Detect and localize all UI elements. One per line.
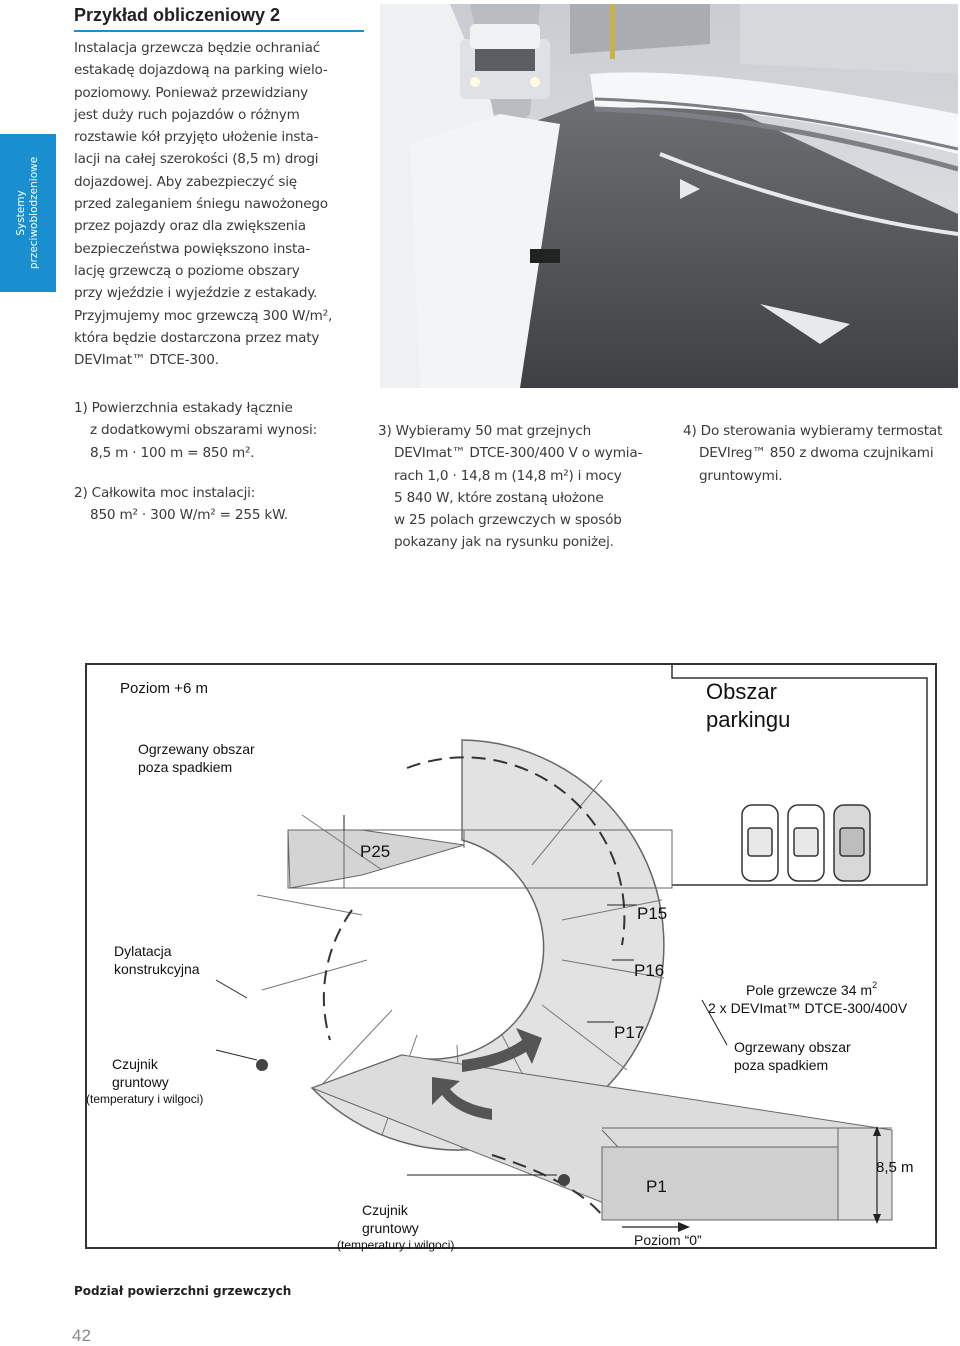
width-label: 8,5 m: [876, 1159, 914, 1176]
dilatation-label-line1: Dylatacja: [114, 943, 172, 959]
arrow-right-icon: [678, 1222, 690, 1232]
parking-label-line2: parkingu: [706, 707, 791, 732]
figure-caption: Podział powierzchni grzewczych: [74, 1284, 292, 1298]
steps-column-2: [378, 420, 642, 572]
intro-paragraph: Instalacja grzewcza będzie ochraniać estakadę dojazdową na parking wielo- poziomowy. Ponieważ przewidziany jest duży ruch pojazdów o różnym rozstawie kół przyjęto ułożenie insta- lacji na całej szerokości (8,5 m) drogi dojazdowej. Aby zabezpieczyć się przed zaleganiem śniegu nawożonego przez pojazdy oraz dla zwiększenia bezpieczeństwa powiększono insta- lację grzewczą o poziome obszary przy wjeździe i wyjeździe z estakady. Przyjmujemy moc grzewczą 300 W/m², która będzie dostarczona przez maty DEVImat™ DTCE-300.: [74, 40, 333, 369]
parking-label-line1: Obszar: [706, 679, 777, 704]
field-p16-label: P16: [634, 961, 665, 980]
title-underline: [74, 30, 364, 32]
sensor-2-label-line2: gruntowy: [362, 1220, 419, 1236]
level-top-label: Poziom +6 m: [120, 680, 208, 697]
step-2: 2) Całkowita moc instalacji: 850 m² · 300 W/m² = 255 kW.: [74, 484, 288, 524]
dilatation-label-line2: konstrukcyjna: [114, 961, 200, 977]
step-1: 1) Powierzchnia estakady łącznie z dodatkowymi obszarami wynosi: 8,5 m · 100 m = 850 m².: [74, 400, 317, 461]
page-number: 42: [72, 1326, 91, 1345]
field-p1-label: P1: [646, 1177, 667, 1196]
level-zero-label: Poziom “0”: [634, 1232, 702, 1248]
heated-right-label-line2: poza spadkiem: [734, 1057, 829, 1073]
heated-right-label-line1: Ogrzewany obszar: [734, 1039, 851, 1055]
sensor-2-label-line3: (temperatury i wilgoci): [337, 1238, 455, 1252]
sensor-2-icon: [558, 1174, 570, 1186]
page-title: Przykład obliczeniowy 2: [74, 5, 281, 25]
heated-top-label-line1: Ogrzewany obszar: [138, 741, 255, 757]
snowy-ramp-photo: [380, 4, 958, 388]
fields-label-line1: Pole grzewcze 34 $m^2$: [746, 980, 878, 998]
section-tab-label: Systemy przeciwoblodzeniowe: [15, 156, 40, 270]
fields-label-line2: 2 x DEVImat™ DTCE-300/400V: [708, 1000, 908, 1016]
sensor-1-icon: [256, 1059, 268, 1071]
heated-top-label-line2: poza spadkiem: [138, 759, 233, 775]
steps-column-1: [74, 397, 317, 544]
parked-cars: [742, 805, 870, 881]
sensor-1-label-line1: Czujnik: [112, 1056, 158, 1072]
field-p25-label: P25: [360, 842, 391, 861]
field-p17-label: P17: [614, 1023, 645, 1042]
sensor-1-label-line3: (temperatury i wilgoci): [86, 1092, 204, 1106]
steps-column-3: [683, 420, 942, 505]
step-3: 3) Wybieramy 50 mat grzejnych DEVImat™ DTCE-300/400 V o wymia- rach 1,0 · 14,8 m (14,8 m²) i mocy 5 840 W, które zostaną ułożone w 25 polach grzewczych w sposób pokazany jak na rysunku poniżej.: [378, 423, 643, 551]
step-4: 4) Do sterowania wybieramy termostat DEVIreg™ 850 z dwoma czujnikami gruntowymi.: [683, 423, 943, 484]
field-p15-label: P15: [637, 904, 668, 923]
heating-layout-diagram: [62, 660, 960, 1260]
sensor-1-label-line2: gruntowy: [112, 1074, 169, 1090]
section-tab: [0, 134, 56, 292]
sensor-2-label-line1: Czujnik: [362, 1202, 408, 1218]
